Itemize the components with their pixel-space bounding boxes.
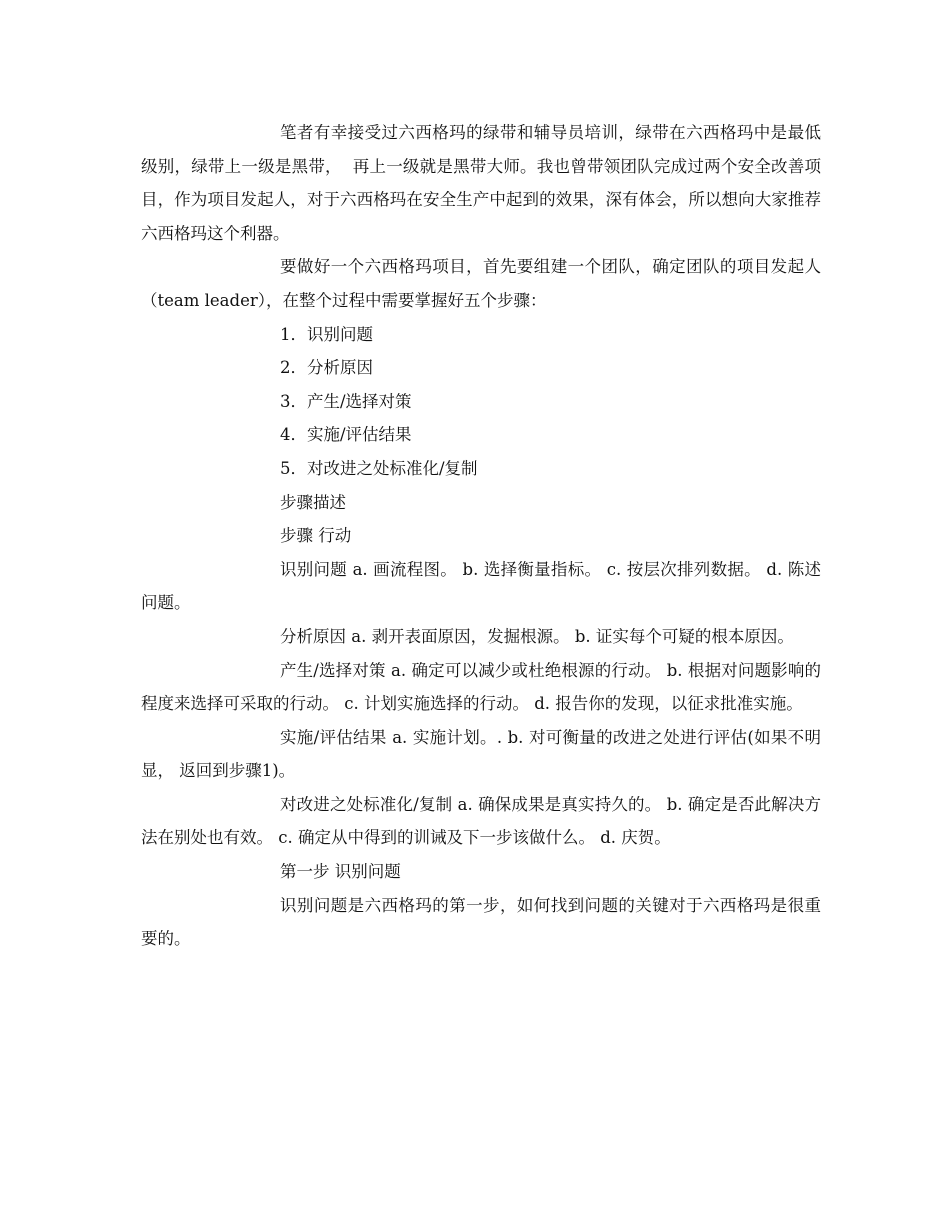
step-row-analyze: 分析原因 a. 剥开表面原因，发掘根源。 b. 证实每个可疑的根本原因。	[280, 626, 794, 646]
step-row-identify: 识别问题 a. 画流程图。 b. 选择衡量指标。 c. 按层次排列数据。 d. 陈述问题。	[141, 559, 821, 613]
intro-paragraph: 笔者有幸接受过六西格玛的绿带和辅导员培训，绿带在六西格玛中是最低级别，绿带上一级是黑带， 再上一级就是黑带大师。我也曾带领团队完成过两个安全改善项目，作为项目发起人，对于六西格玛在安全生产中起到的效果，深有体会，所以想向大家推荐六西格玛这个利器。	[141, 123, 821, 243]
step-list-item-4: 4．实施/评估结果	[280, 425, 412, 445]
step-row-standardize: 对改进之处标准化/复制 a. 确保成果是真实持久的。 b. 确定是否此解决方法在别处也有效。 c. 确定从中得到的训诫及下一步该做什么。 d. 庆贺。	[141, 794, 821, 848]
step-row-countermeasure: 产生/选择对策 a. 确定可以减少或杜绝根源的行动。 b. 根据对问题影响的程度来选择可采取的行动。 c. 计划实施选择的行动。 d. 报告你的发现，以征求批准实施。	[141, 660, 821, 714]
step-list-item-3: 3．产生/选择对策	[280, 391, 412, 411]
step-list-item-1: 1．识别问题	[280, 324, 373, 344]
step-list-item-2: 2．分析原因	[280, 358, 373, 378]
step-list-item-5: 5．对改进之处标准化/复制	[280, 458, 478, 478]
team-paragraph: 要做好一个六西格玛项目，首先要组建一个团队，确定团队的项目发起人（team leader），在整个过程中需要掌握好五个步骤：	[141, 257, 821, 310]
step-one-heading: 第一步 识别问题	[280, 862, 401, 882]
steps-table-header: 步骤 行动	[280, 526, 352, 546]
step-row-implement: 实施/评估结果 a. 实施计划。. b. 对可衡量的改进之处进行评估(如果不明显， 返回到步骤1)。	[141, 727, 821, 781]
steps-description-heading: 步骤描述	[280, 492, 346, 512]
document-body	[141, 116, 821, 956]
step-one-paragraph: 识别问题是六西格玛的第一步，如何找到问题的关键对于六西格玛是很重要的。	[141, 895, 821, 949]
